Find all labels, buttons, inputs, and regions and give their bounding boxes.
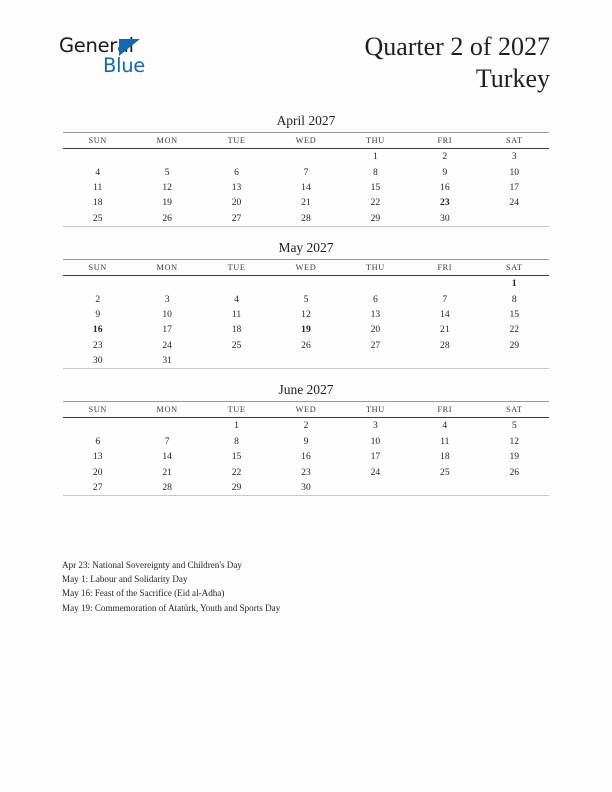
week-row [63,464,549,479]
weekday-header-mon: MON [132,259,201,275]
day-cell[interactable]: 30 [410,211,479,227]
day-cell[interactable]: 5 [511,420,517,432]
day-cell[interactable]: 7 [442,293,448,305]
week-row [63,164,549,179]
day-cell[interactable]: 29 [202,480,271,496]
day-cell[interactable]: 23 [92,339,103,351]
month-block [63,381,549,496]
day-cell[interactable]: 7 [164,435,170,447]
day-cell[interactable]: 15 [370,181,381,193]
day-cell[interactable]: 11 [93,181,103,193]
weekday-header-sat: SAT [480,259,549,275]
weekday-header-wed: WED [271,133,340,149]
day-cell[interactable]: 13 [231,181,242,193]
month-title: May 2027 [278,239,334,255]
weekday-header-tue: TUE [202,133,271,149]
day-cell[interactable]: 24 [509,197,520,209]
day-cell[interactable]: 10 [370,435,381,447]
day-cell-empty [410,275,479,291]
day-cell-empty [271,149,340,165]
day-cell[interactable]: 19 [162,197,172,209]
month-title: April 2027 [276,113,336,128]
day-cell[interactable]: 24 [370,466,381,478]
day-cell[interactable]: 22 [231,466,242,478]
week-row [63,211,549,227]
day-cell-holiday[interactable]: 23 [440,197,450,209]
day-cell-empty [202,353,271,369]
week-row [63,434,549,449]
day-cell-empty [341,480,410,496]
day-cell-empty [480,480,549,496]
day-cell[interactable]: 6 [95,435,101,447]
week-row [63,275,549,291]
day-cell[interactable]: 21 [440,324,450,336]
day-cell-empty [410,480,479,496]
week-row [63,449,549,464]
weekday-header-mon: MON [132,133,201,149]
day-cell[interactable]: 24 [162,339,172,351]
day-cell[interactable]: 22 [509,324,520,336]
holiday-legend-item: May 1: Labour and Solidarity Day [62,574,188,585]
day-cell[interactable]: 8 [511,293,517,305]
day-cell[interactable]: 17 [370,451,381,463]
day-cell[interactable]: 20 [92,466,103,478]
general-blue-logo[interactable] [59,35,209,85]
week-row [63,195,549,210]
day-cell-empty [271,353,340,369]
weekday-header-wed: WED [271,259,340,275]
day-cell[interactable]: 14 [440,308,450,320]
day-cell-empty [63,418,132,434]
weekday-header-sat: SAT [480,133,549,149]
day-cell[interactable]: 27 [63,480,132,496]
day-cell-empty [63,149,132,165]
day-cell[interactable]: 28 [132,480,201,496]
day-cell[interactable]: 15 [509,308,520,320]
day-cell-empty [341,275,410,291]
day-cell[interactable]: 25 [63,211,132,227]
page-title-block [364,32,550,94]
day-cell[interactable]: 2 [95,293,101,305]
day-cell[interactable]: 26 [301,339,311,351]
week-row [63,149,549,165]
day-cell-empty [271,275,340,291]
day-cell[interactable]: 10 [162,308,172,320]
day-cell[interactable]: 8 [234,435,239,447]
day-cell[interactable]: 31 [132,353,201,369]
day-cell-empty [341,353,410,369]
month-calendar-table [63,132,549,227]
week-row [63,322,549,337]
weekday-header-thu: THU [341,133,410,149]
day-cell-holiday[interactable]: 19 [301,324,311,336]
day-cell[interactable]: 2 [303,420,309,432]
weekday-header-sun: SUN [63,259,132,275]
day-cell[interactable]: 4 [442,420,448,432]
day-cell[interactable]: 19 [509,451,520,463]
weekday-header-row [63,133,549,149]
page-subtitle-location: Turkey [475,64,550,93]
day-cell[interactable]: 11 [231,308,242,320]
day-cell[interactable]: 14 [301,181,311,193]
day-cell-empty [132,275,201,291]
page-title: Quarter 2 of 2027 [364,32,550,61]
day-cell[interactable]: 5 [164,166,170,178]
day-cell[interactable]: 27 [370,339,381,351]
day-cell[interactable]: 20 [370,324,381,336]
week-row [63,338,549,353]
day-cell[interactable]: 28 [440,339,450,351]
month-calendar-table [63,401,549,496]
day-cell[interactable]: 5 [303,293,309,305]
weekday-header-sat: SAT [480,402,549,418]
weekday-header-fri: FRI [410,133,479,149]
day-cell[interactable]: 3 [164,293,170,305]
day-cell[interactable]: 3 [373,420,378,432]
day-cell-empty [480,211,549,227]
weekday-header-row [63,402,549,418]
week-row [63,291,549,306]
day-cell[interactable]: 4 [95,166,101,178]
week-row [63,353,549,369]
day-cell[interactable]: 13 [92,451,103,463]
week-row [63,180,549,195]
day-cell-holiday[interactable]: 1 [511,278,517,290]
holiday-legend-item: Apr 23: National Sovereignty and Children's Day [62,560,242,570]
weekday-header-wed: WED [271,402,340,418]
day-cell[interactable]: 23 [301,466,311,478]
day-cell[interactable]: 17 [162,324,172,336]
day-cell[interactable]: 18 [231,324,242,336]
weekday-header-thu: THU [341,259,410,275]
day-cell-empty [202,275,271,291]
day-cell-empty [132,149,201,165]
day-cell[interactable]: 26 [509,466,520,478]
day-cell[interactable]: 17 [509,181,520,193]
day-cell[interactable]: 25 [231,339,242,351]
day-cell[interactable]: 21 [162,466,172,478]
day-cell[interactable]: 20 [231,197,242,209]
day-cell[interactable]: 12 [301,308,311,320]
day-cell[interactable]: 1 [234,420,239,432]
day-cell[interactable]: 29 [509,339,520,351]
day-cell[interactable]: 4 [234,293,239,305]
holiday-legend [62,558,548,615]
day-cell[interactable]: 25 [440,466,450,478]
day-cell[interactable]: 2 [442,151,448,163]
day-cell[interactable]: 18 [92,197,103,209]
logo-text-blue: Blue [103,54,145,77]
day-cell-empty [132,418,201,434]
logo-text-general: General [59,34,134,57]
day-cell[interactable]: 6 [373,293,378,305]
day-cell[interactable]: 11 [440,435,450,447]
day-cell[interactable]: 21 [301,197,311,209]
day-cell[interactable]: 12 [509,435,520,447]
month-title: June 2027 [278,382,334,398]
day-cell[interactable]: 26 [132,211,201,227]
weekday-header-mon: MON [132,402,201,418]
day-cell[interactable]: 6 [234,166,239,178]
weekday-header-sun: SUN [63,133,132,149]
day-cell[interactable]: 16 [301,451,311,463]
day-cell[interactable]: 1 [373,151,378,163]
week-row [63,307,549,322]
day-cell[interactable]: 18 [440,451,450,463]
day-cell[interactable]: 13 [370,308,381,320]
day-cell[interactable]: 9 [95,308,101,320]
weekday-header-sun: SUN [63,402,132,418]
day-cell[interactable]: 16 [440,181,450,193]
day-cell[interactable]: 27 [202,211,271,227]
day-cell[interactable]: 22 [370,197,381,209]
day-cell-holiday[interactable]: 16 [92,324,103,336]
month-block [63,239,549,369]
weekday-header-fri: FRI [410,259,479,275]
day-cell[interactable]: 30 [271,480,340,496]
day-cell-empty [410,353,479,369]
day-cell[interactable]: 3 [511,151,517,163]
weekday-header-tue: TUE [202,259,271,275]
holiday-legend-item: May 19: Commemoration of Atatürk, Youth and Sports Day [62,602,281,613]
day-cell[interactable]: 9 [442,166,448,178]
weekday-header-thu: THU [341,402,410,418]
day-cell[interactable]: 14 [162,451,172,463]
month-block [63,112,549,227]
day-cell[interactable]: 15 [231,451,242,463]
day-cell[interactable]: 9 [303,435,309,447]
day-cell-empty [202,149,271,165]
day-cell-empty [63,275,132,291]
weekday-header-fri: FRI [410,402,479,418]
day-cell[interactable]: 30 [63,353,132,369]
weekday-header-row [63,259,549,275]
day-cell[interactable]: 12 [162,181,172,193]
month-calendar-table [63,259,549,369]
day-cell[interactable]: 10 [509,166,520,178]
day-cell[interactable]: 29 [341,211,410,227]
calendar-months-container [0,112,612,508]
day-cell[interactable]: 28 [271,211,340,227]
day-cell[interactable]: 7 [303,166,309,178]
weekday-header-tue: TUE [202,402,271,418]
day-cell-empty [480,353,549,369]
week-row [63,418,549,434]
page-header [0,0,612,100]
day-cell[interactable]: 8 [373,166,378,178]
holiday-legend-item: May 16: Feast of the Sacrifice (Eid al-Adha) [62,588,225,599]
week-row [63,480,549,496]
